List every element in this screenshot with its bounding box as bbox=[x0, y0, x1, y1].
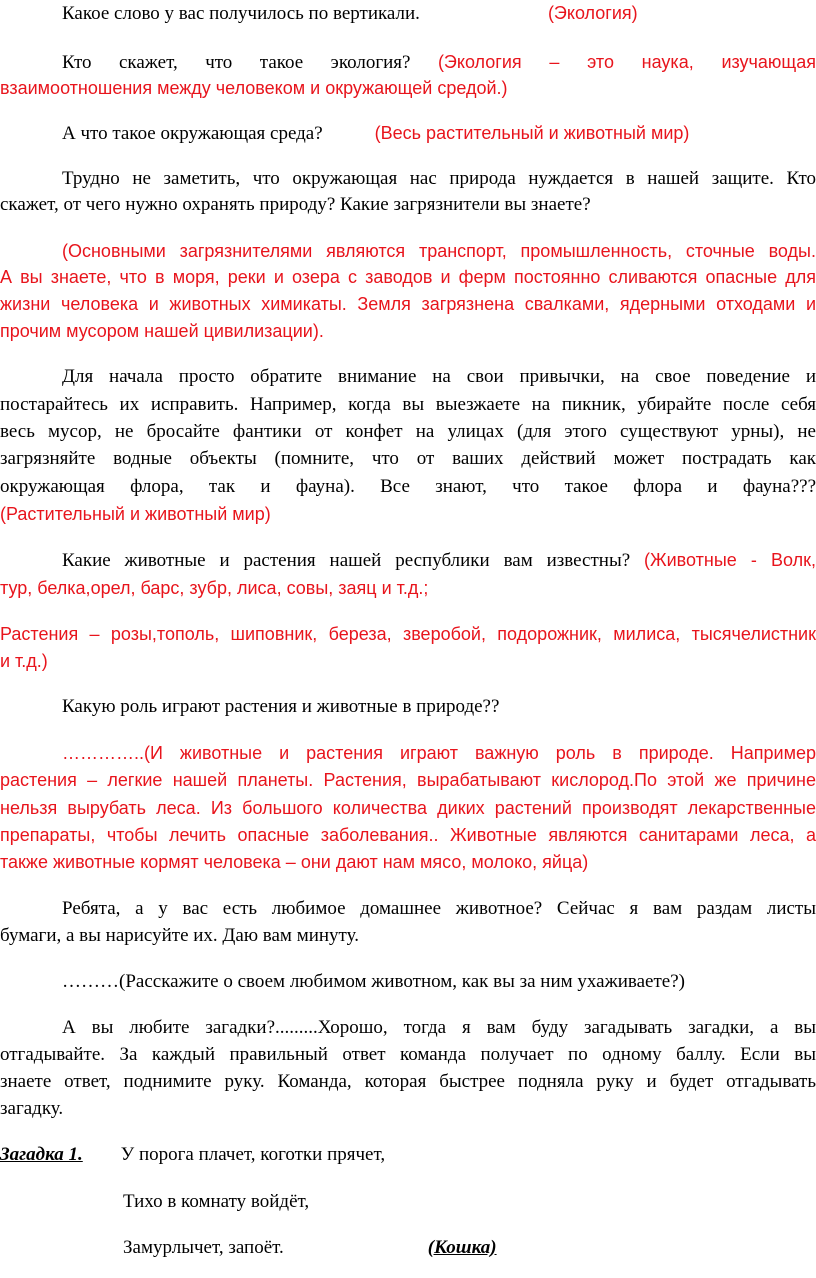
answer-line bbox=[0, 293, 816, 315]
answer-text: жизни человека и животных химикаты. Земля загрязнена свалками, ядерными отходами и bbox=[0, 294, 816, 314]
answer-text: …………..(И животные и растения играют важную роль в природе. Например bbox=[62, 743, 816, 763]
text-line bbox=[0, 925, 359, 947]
text-span: весь мусор, не бросайте фантики от конфет на улицах (для этого существуют урны), не bbox=[0, 421, 816, 442]
answer-line bbox=[0, 851, 588, 873]
question-animals bbox=[62, 549, 816, 572]
answer-line bbox=[0, 503, 271, 526]
question-vertical-word bbox=[62, 2, 638, 25]
text-line bbox=[62, 168, 816, 190]
answer-line bbox=[0, 797, 816, 819]
text-span: загадку. bbox=[0, 1098, 64, 1119]
riddle-label: Загадка 1. bbox=[0, 1144, 83, 1165]
answer-text: нельзя вырубать леса. Из большого количества диких растений производят лекарственные bbox=[0, 798, 816, 818]
riddle-text: Замурлычет, запоёт. bbox=[123, 1237, 284, 1258]
text-span: Трудно не заметить, что окружающая нас природа нуждается в нашей защите. Кто bbox=[62, 168, 816, 189]
riddle-text: Тихо в комнату войдёт, bbox=[123, 1191, 310, 1212]
question-text: А что такое окружающая среда? bbox=[62, 123, 323, 144]
riddle-answer: (Кошка) bbox=[427, 1237, 497, 1258]
question-text: Какую роль играют растения и животные в природе?? bbox=[62, 696, 500, 717]
answer-line bbox=[62, 742, 816, 764]
riddle-line bbox=[123, 1191, 309, 1213]
answer-line bbox=[0, 623, 816, 645]
text-span: загрязняйте водные объекты (помните, что от ваших действий может пострадать как bbox=[0, 448, 816, 469]
text-span: знаете ответ, поднимите руку. Команда, которая быстрее подняла руку и будет отгадывать bbox=[0, 1071, 816, 1092]
answer-text: и т.д.) bbox=[0, 651, 48, 671]
text-span: Ребята, а у вас есть любимое домашнее животное? Сейчас я вам раздам листы bbox=[62, 898, 816, 919]
question-text: Какое слово у вас получилось по вертикали. bbox=[62, 3, 420, 24]
answer-text: А вы знаете, что в моря, реки и озера с заводов и ферм постоянно сливаются опасные для bbox=[0, 267, 816, 287]
answer-text: (Экология – это наука, изучающая bbox=[437, 52, 816, 72]
answer-text: взаимоотношения между человеком и окружающей средой.) bbox=[0, 78, 508, 98]
text-line bbox=[0, 421, 816, 443]
answer-text: также животные кормят человека – они дают нам мясо, молоко, яйца) bbox=[0, 852, 589, 872]
riddle-line bbox=[123, 1237, 497, 1259]
text-line bbox=[0, 476, 816, 498]
text-line bbox=[62, 1017, 816, 1039]
answer-line bbox=[0, 824, 816, 846]
answer-text: растения – легкие нашей планеты. Растения, вырабатывают кислород.По этой же причине bbox=[0, 770, 816, 790]
answer-text: (Основными загрязнителями являются транспорт, промышленность, сточные воды. bbox=[62, 241, 816, 261]
text-line bbox=[62, 898, 816, 920]
riddle-line bbox=[0, 1144, 385, 1166]
text-span: ………(Расскажите о своем любимом животном, как вы за ним ухаживаете?) bbox=[62, 971, 685, 992]
answer-text: препараты, чтобы лечить опасные заболевания.. Животные являются санитарами леса, а bbox=[0, 825, 816, 845]
riddle-text: У порога плачет, коготки прячет, bbox=[120, 1144, 386, 1165]
answer-text: (Весь растительный и животный мир) bbox=[374, 123, 690, 143]
text-span: отгадывайте. За каждый правильный ответ команда получает по одному баллу. Если вы bbox=[0, 1044, 816, 1065]
answer-line bbox=[0, 577, 428, 600]
answer-line bbox=[0, 769, 816, 791]
text-span: скажет, от чего нужно охранять природу? Какие загрязнители вы знаете? bbox=[0, 194, 591, 215]
answer-text: прочим мусором нашей цивилизации). bbox=[0, 321, 324, 341]
answer-line bbox=[0, 650, 48, 672]
answer-line bbox=[62, 240, 816, 262]
answer-text: (Животные - Волк, bbox=[644, 550, 816, 570]
text-span: А вы любите загадки?.........Хорошо, тогда я вам буду загадывать загадки, а вы bbox=[62, 1017, 816, 1038]
text-line bbox=[0, 194, 591, 216]
answer-text: тур, белка,орел, барс, зубр, лиса, совы, заяц и т.д.; bbox=[0, 578, 429, 598]
text-line bbox=[0, 394, 816, 416]
question-ecology bbox=[62, 51, 816, 74]
question-environment bbox=[62, 122, 689, 145]
text-line bbox=[0, 1098, 63, 1120]
text-span: постарайтесь их исправить. Например, когда вы выезжаете на пикник, убирайте после себя bbox=[0, 394, 816, 415]
answer-text: (Растительный и животный мир) bbox=[0, 504, 271, 524]
text-line bbox=[62, 971, 685, 993]
answer-text: Растения – розы,тополь, шиповник, береза, зверобой, подорожник, милиса, тысячелистник bbox=[0, 624, 816, 644]
text-span: Для начала просто обратите внимание на свои привычки, на свое поведение и bbox=[62, 366, 816, 387]
question-text: Какие животные и растения нашей республики вам известны? bbox=[62, 550, 631, 571]
text-line bbox=[62, 366, 816, 388]
answer-line bbox=[0, 77, 508, 100]
question-text: Кто скажет, что такое экология? bbox=[62, 52, 411, 73]
text-line bbox=[0, 1044, 816, 1066]
text-span: окружающая флора, так и фауна). Все знают, что такое флора и фауна??? bbox=[0, 476, 816, 497]
text-line bbox=[0, 448, 816, 470]
answer-text: (Экология) bbox=[547, 3, 638, 23]
text-line bbox=[0, 1071, 816, 1093]
answer-line bbox=[0, 266, 816, 288]
text-span: бумаги, а вы нарисуйте их. Даю вам минуту. bbox=[0, 925, 359, 946]
question-role bbox=[62, 696, 499, 718]
answer-line bbox=[0, 320, 324, 342]
